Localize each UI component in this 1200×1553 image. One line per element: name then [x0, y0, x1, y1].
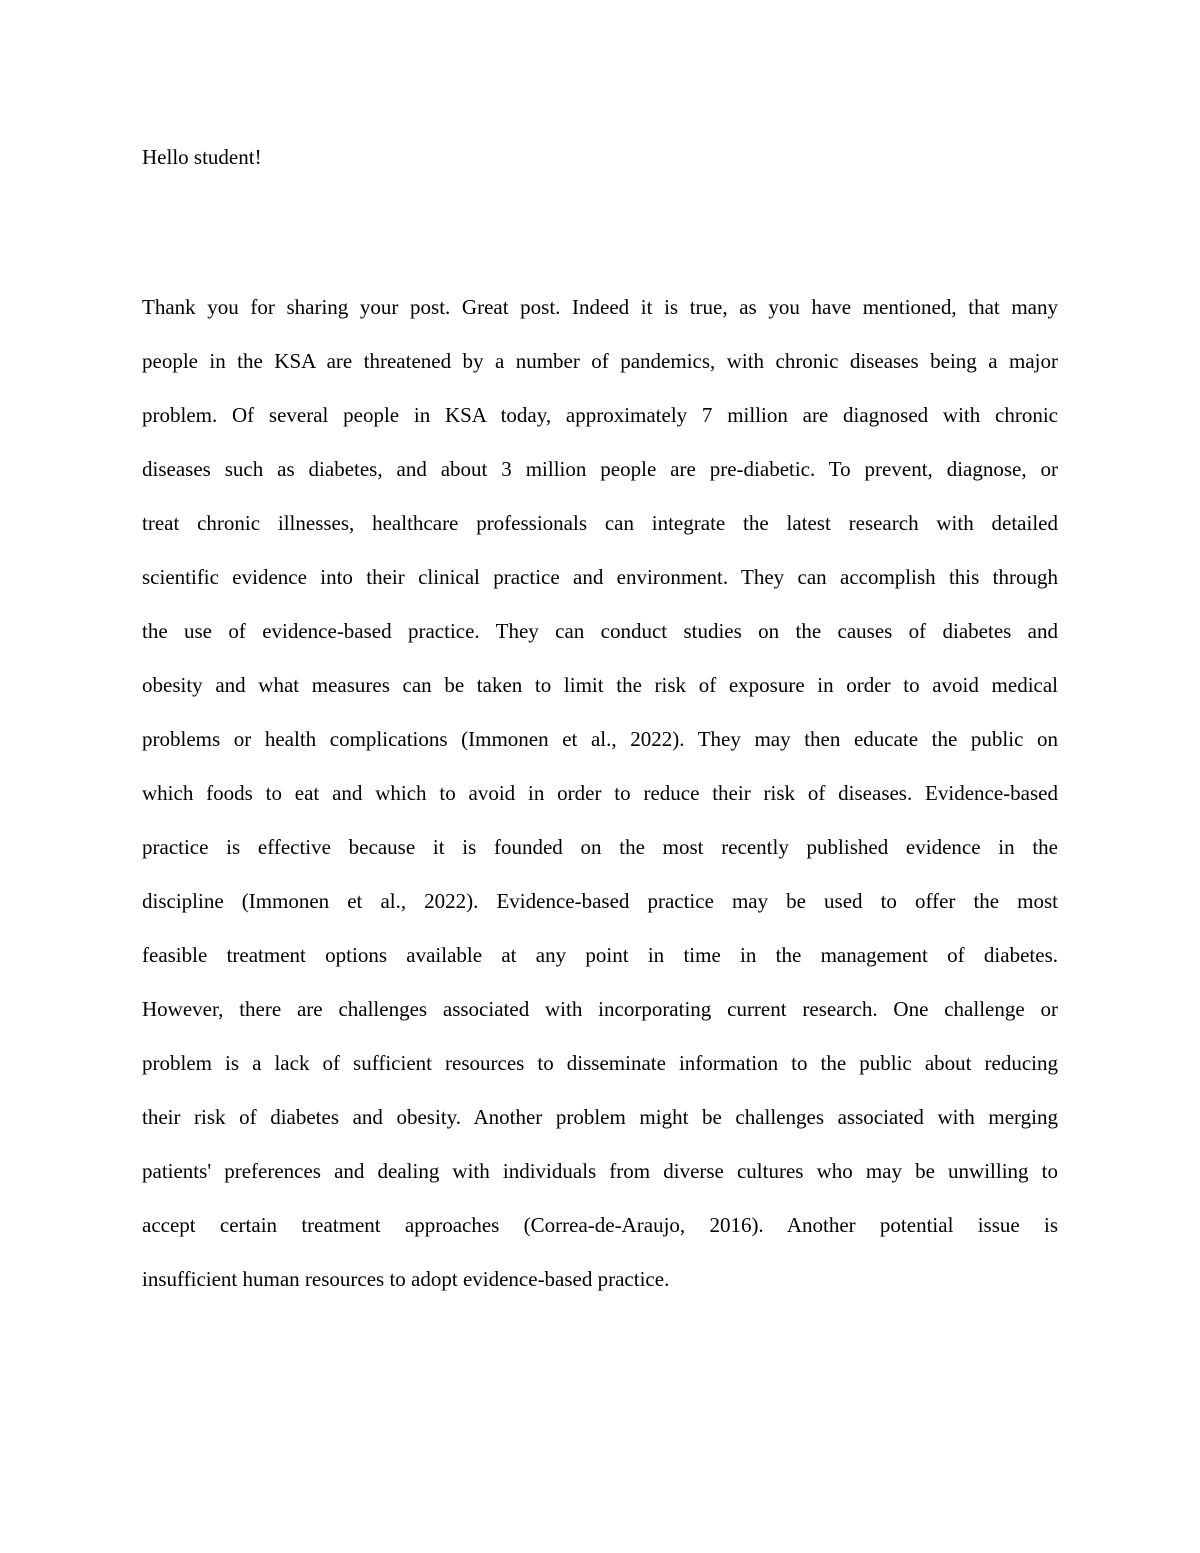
paragraph-line: the use of evidence-based practice. They can conduct studies on the causes of diabetes and: [142, 619, 1058, 643]
paragraph-line: patients' preferences and dealing with individuals from diverse cultures who may be unwilling to: [142, 1159, 1058, 1183]
paragraph-line: feasible treatment options available at any point in time in the management of diabetes.: [142, 943, 1058, 967]
paragraph-line: discipline (Immonen et al., 2022). Evidence-based practice may be used to offer the most: [142, 889, 1058, 913]
paragraph-line: accept certain treatment approaches (Correa-de-Araujo, 2016). Another potential issue is: [142, 1213, 1058, 1237]
paragraph-line: problem. Of several people in KSA today, approximately 7 million are diagnosed with chronic: [142, 403, 1058, 427]
paragraph-line: people in the KSA are threatened by a number of pandemics, with chronic diseases being a major: [142, 349, 1058, 373]
paragraph-line: which foods to eat and which to avoid in order to reduce their risk of diseases. Evidence-based: [142, 781, 1058, 805]
paragraph-line: problem is a lack of sufficient resources to disseminate information to the public about reducing: [142, 1051, 1058, 1075]
paragraph-line: diseases such as diabetes, and about 3 million people are pre-diabetic. To prevent, diagnose, or: [142, 457, 1058, 481]
greeting-text: Hello student!: [142, 145, 262, 169]
paragraph-line: insufficient human resources to adopt evidence-based practice.: [142, 1267, 670, 1291]
paragraph-line: scientific evidence into their clinical practice and environment. They can accomplish this through: [142, 565, 1058, 589]
paragraph-line: However, there are challenges associated with incorporating current research. One challenge or: [142, 997, 1058, 1021]
paragraph-line: practice is effective because it is founded on the most recently published evidence in the: [142, 835, 1058, 859]
paragraph-line: Thank you for sharing your post. Great post. Indeed it is true, as you have mentioned, that many: [142, 295, 1058, 319]
paragraph-line: their risk of diabetes and obesity. Another problem might be challenges associated with merging: [142, 1105, 1058, 1129]
body-paragraph: [142, 280, 1058, 1306]
paragraph-line: obesity and what measures can be taken to limit the risk of exposure in order to avoid medical: [142, 673, 1058, 697]
paragraph-line: treat chronic illnesses, healthcare professionals can integrate the latest research with detailed: [142, 511, 1058, 535]
paragraph-line: problems or health complications (Immonen et al., 2022). They may then educate the public on: [142, 727, 1058, 751]
